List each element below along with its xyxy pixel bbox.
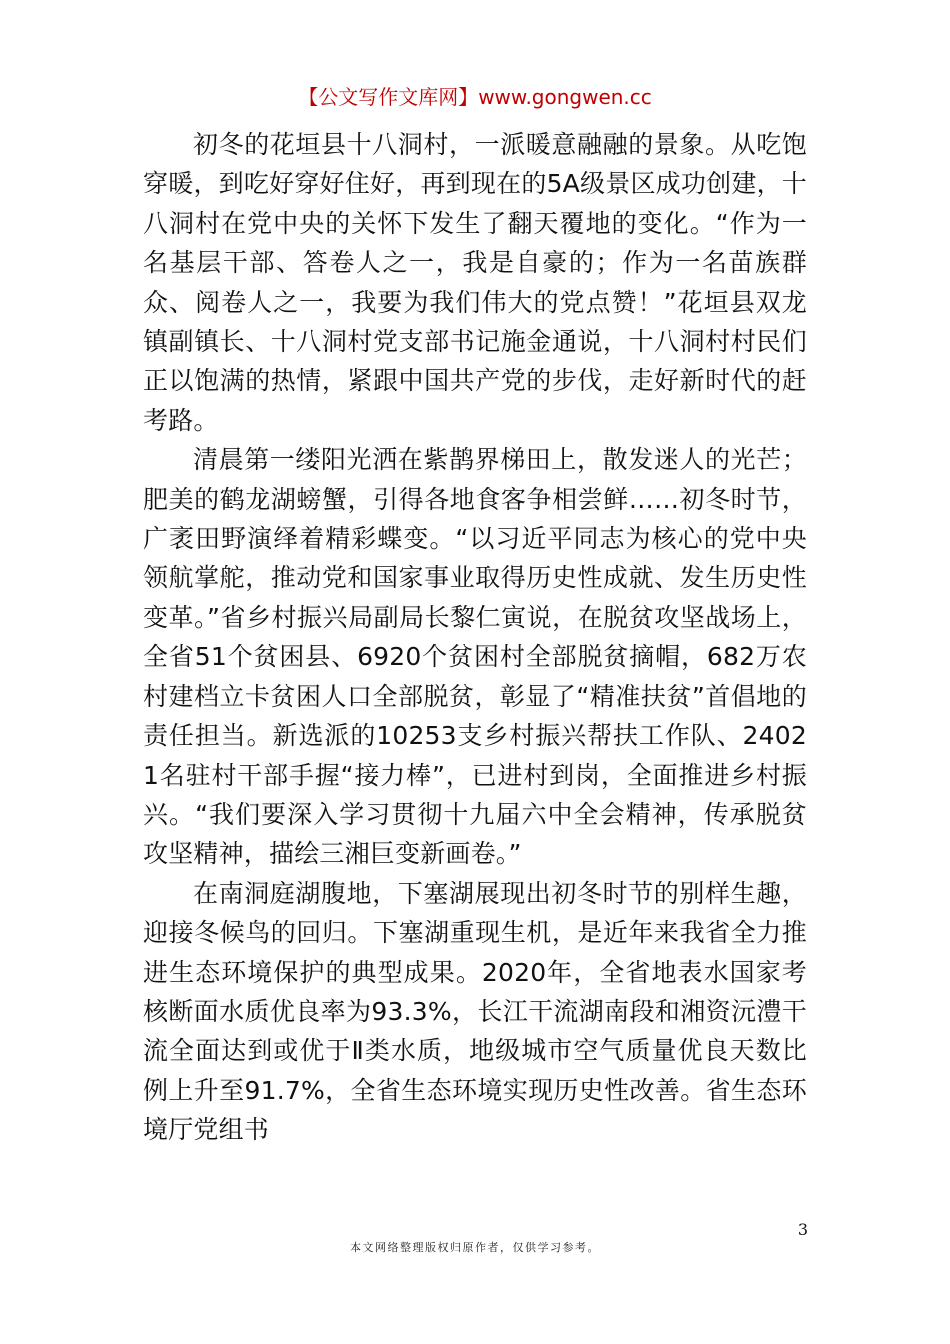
paragraph-1: 初冬的花垣县十八洞村，一派暖意融融的景象。从吃饱穿暖，到吃好穿好住好，再到现在的5A级景区成功创建，十八洞村在党中央的关怀下发生了翻天覆地的变化。“作为一名基层干部、答卷人之一，我是自豪的；作为一名苗族群众、阅卷人之一，我要为我们伟大的党点赞！”花垣县双龙镇副镇长、十八洞村党支部书记施金通说，十八洞村村民们正以饱满的热情，紧跟中国共产党的步伐，走好新时代的赶考路。 [143,130,807,435]
article-body [143,125,807,1150]
site-header-banner: 【公文写作文库网】www.gongwen.cc [298,85,652,109]
paragraph-2: 清晨第一缕阳光洒在紫鹊界梯田上，散发迷人的光芒；肥美的鹤龙湖螃蟹，引得各地食客争相尝鲜……初冬时节，广袤田野演绎着精彩蝶变。“以习近平同志为核心的党中央领航掌舵，推动党和国家事业取得历史性成就、发生历史性变革。”省乡村振兴局副局长黎仁寅说，在脱贫攻坚战场上，全省51个贫困县、6920个贫困村全部脱贫摘帽，682万农村建档立卡贫困人口全部脱贫，彰显了“精准扶贫”首倡地的责任担当。新选派的10253支乡村振兴帮扶工作队、24021名驻村干部手握“接力棒”，已进村到岗，全面推进乡村振兴。“我们要深入学习贯彻十九届六中全会精神，传承脱贫攻坚精神，描绘三湘巨变新画卷。” [143,445,807,869]
page-number: 3 [797,1220,808,1239]
paragraph-3: 在南洞庭湖腹地，下塞湖展现出初冬时节的别样生趣，迎接冬候鸟的回归。下塞湖重现生机，是近年来我省全力推进生态环境保护的典型成果。2020年，全省地表水国家考核断面水质优良率为93.3%，长江干流湖南段和湘资沅澧干流全面达到或优于Ⅱ类水质，地级城市空气质量优良天数比例上升至91.7%，全省生态环境实现历史性改善。省生态环境厅党组书 [143,878,807,1145]
copyright-footer: 本文网络整理版权归原作者，仅供学习参考。 [350,1241,600,1254]
